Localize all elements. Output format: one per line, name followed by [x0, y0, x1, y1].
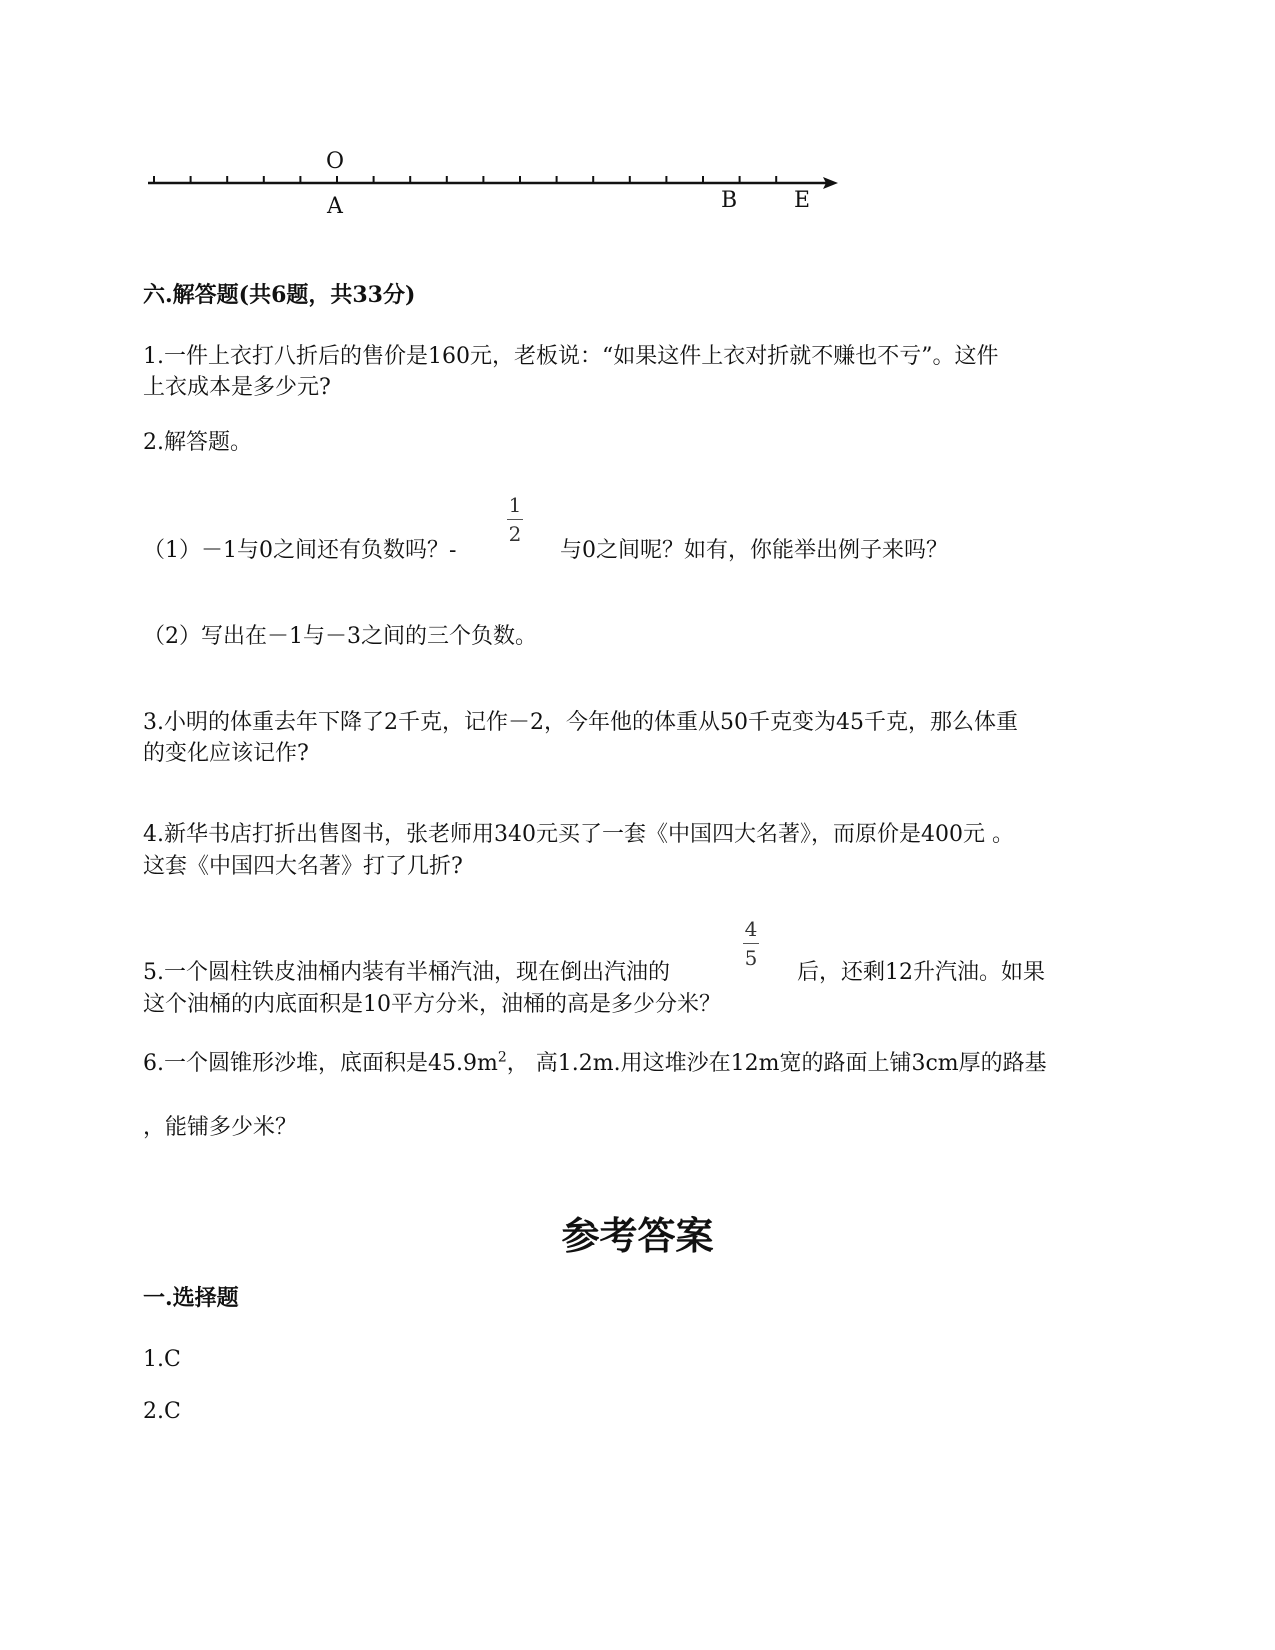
question-2-title: 2.解答题。	[143, 430, 252, 455]
number-line-label-b: B	[721, 188, 738, 213]
question-3-line-2: 的变化应该记作?	[143, 741, 309, 766]
answer-1: 1.C	[143, 1347, 181, 1372]
fraction-bar	[743, 943, 759, 944]
question-2-1-before: （1）－1与0之间还有负数吗？-	[143, 538, 457, 563]
question-5-before: 5.一个圆柱铁皮油桶内装有半桶汽油，现在倒出汽油的	[143, 960, 670, 985]
question-6-part-2: ， 高1.2m.用这堆沙在12m宽的路面上铺3cm厚的路基	[506, 1051, 1047, 1076]
question-6-line-2: ，能铺多少米？	[143, 1115, 298, 1140]
answers-title: 参考答案	[561, 1213, 714, 1258]
question-2-2: （2）写出在－1与－3之间的三个负数。	[143, 624, 537, 649]
question-6-line-1	[143, 1049, 1047, 1079]
fraction-denominator: 2	[508, 522, 522, 546]
number-line-label-e: E	[794, 188, 811, 213]
answers-section-heading: 一.选择题	[143, 1285, 239, 1311]
question-5-line-2: 这个油桶的内底面积是10平方分米，油桶的高是多少分米？	[143, 992, 721, 1017]
answer-2: 2.C	[143, 1399, 181, 1424]
question-1-line-1: 1.一件上衣打八折后的售价是160元，老板说：“如果这件上衣对折就不赚也不亏”。这件	[143, 344, 999, 369]
question-1-line-2: 上衣成本是多少元?	[143, 375, 331, 400]
superscript-two: 2	[497, 1049, 507, 1066]
fraction-four-fifths	[741, 918, 761, 969]
fraction-one-half	[505, 494, 525, 545]
fraction-numerator: 4	[744, 917, 758, 941]
fraction-denominator: 5	[744, 946, 758, 970]
section-heading: 六.解答题(共6题，共33分)	[143, 282, 416, 308]
question-2-1-after: 与0之间呢？如有，你能举出例子来吗？	[560, 538, 948, 563]
number-line-label-a: A	[327, 194, 343, 219]
question-4-line-1: 4.新华书店打折出售图书，张老师用340元买了一套《中国四大名著》，而原价是400元 。	[143, 822, 1014, 847]
fraction-bar	[507, 519, 523, 520]
number-line-figure	[148, 150, 848, 230]
question-4-line-2: 这套《中国四大名著》打了几折?	[143, 854, 463, 879]
number-line-label-o: O	[326, 150, 345, 174]
question-5-after: 后，还剩12升汽油。如果	[797, 960, 1045, 985]
question-3-line-1: 3.小明的体重去年下降了2千克，记作－2，今年他的体重从50千克变为45千克，那么体重	[143, 710, 1018, 735]
question-6-part-1: 6.一个圆锥形沙堆，底面积是45.9m	[143, 1051, 498, 1076]
fraction-numerator: 1	[508, 493, 522, 517]
